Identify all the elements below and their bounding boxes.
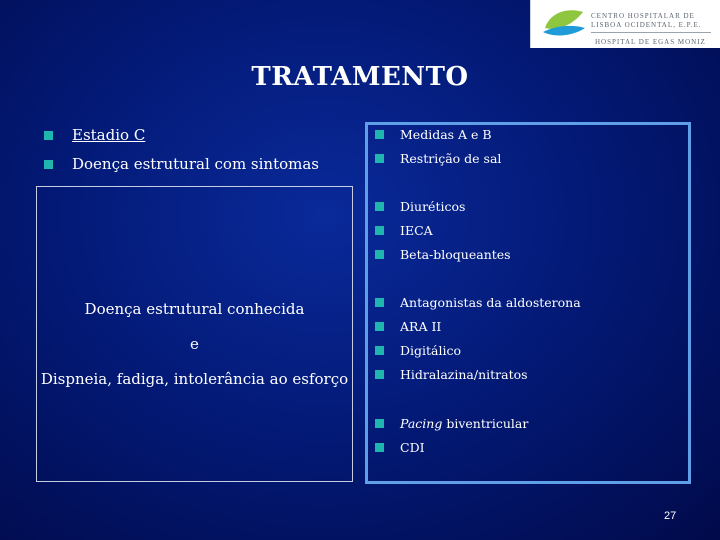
treatment-label: IECA — [400, 223, 433, 238]
treatment-item — [375, 343, 461, 358]
bullet-icon — [375, 419, 384, 428]
symptoms-line3: Dispneia, fadiga, intolerância ao esforço — [40, 370, 349, 388]
bullet-icon — [375, 443, 384, 452]
bullet-icon — [375, 250, 384, 259]
list-item-label: Doença estrutural com sintomas — [72, 155, 320, 173]
treatment-label: CDI — [400, 440, 425, 455]
treatment-label: Medidas A e B — [400, 127, 492, 142]
treatment-item — [375, 127, 492, 142]
bullet-icon — [375, 226, 384, 235]
treatment-item — [375, 151, 501, 166]
bullet-icon — [375, 130, 384, 139]
bullet-icon — [44, 131, 53, 140]
treatment-item — [375, 367, 528, 382]
logo-text-line3: HOSPITAL DE EGAS MONIZ — [595, 38, 706, 46]
bullet-icon — [375, 346, 384, 355]
treatment-label: Diuréticos — [400, 199, 466, 214]
slide-title: TRATAMENTO — [251, 62, 469, 92]
hospital-logo — [530, 0, 720, 48]
logo-divider — [591, 32, 711, 33]
list-item-label: Estadio C — [72, 126, 146, 144]
treatment-item — [375, 247, 511, 262]
treatment-item — [375, 223, 433, 238]
symptoms-line2: e — [190, 335, 199, 353]
treatment-item — [375, 295, 581, 310]
leaf-logo-icon — [541, 6, 587, 40]
treatment-item — [375, 319, 441, 334]
treatment-label: Beta-bloqueantes — [400, 247, 511, 262]
treatment-label: Hidralazina/nitratos — [400, 367, 528, 382]
bullet-icon — [375, 154, 384, 163]
symptoms-line1: Doença estrutural conhecida — [84, 300, 305, 318]
bullet-icon — [44, 160, 53, 169]
treatment-item — [375, 199, 465, 214]
logo-text-line1: CENTRO HOSPITALAR DE — [591, 12, 695, 20]
bullet-icon — [375, 298, 384, 307]
treatment-item — [375, 440, 425, 455]
treatment-label: biventricular — [442, 416, 529, 431]
list-item-doenca — [44, 155, 319, 173]
bullet-icon — [375, 202, 384, 211]
logo-text-line2: LISBOA OCIDENTAL, E.P.E. — [591, 21, 702, 29]
page-number: 27 — [664, 510, 677, 522]
treatment-label-italic: Pacing — [400, 416, 443, 431]
bullet-icon — [375, 370, 384, 379]
treatment-label: Restrição de sal — [400, 151, 502, 166]
treatment-label: Digitálico — [400, 343, 462, 358]
treatment-label: Antagonistas da aldosterona — [400, 295, 581, 310]
treatment-label: ARA II — [400, 319, 442, 334]
treatment-item — [375, 416, 528, 431]
symptoms-box — [36, 186, 353, 482]
bullet-icon — [375, 322, 384, 331]
list-item-estadio — [44, 126, 145, 144]
